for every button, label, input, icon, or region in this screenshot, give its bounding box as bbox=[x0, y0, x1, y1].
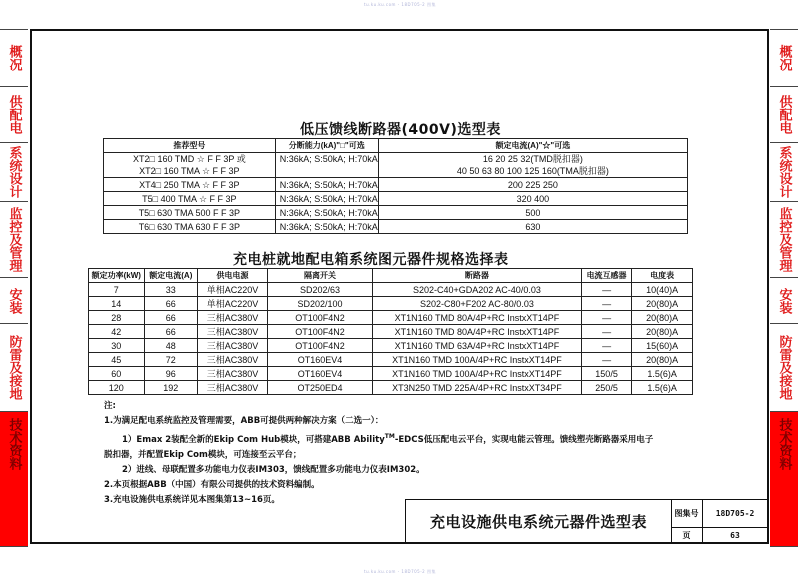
cell-meter: 15(60)A bbox=[632, 339, 693, 353]
note-1-option-1-cont: 脱扣器，并配置Ekip Com模块，可连接至云平台； bbox=[104, 449, 302, 460]
cell-supply: 三相AC380V bbox=[198, 353, 268, 367]
side-tab-lightning-grounding[interactable]: 防雷及接地 bbox=[0, 324, 28, 412]
cell-meter: 1.5(6)A bbox=[632, 381, 693, 395]
side-tab-overview[interactable]: 概况 bbox=[0, 30, 28, 87]
cell-breaker: XT1N160 TMD 80A/4P+RC InstxXT14PF bbox=[372, 325, 581, 339]
table-row bbox=[89, 339, 693, 353]
cell-rated-current: 48 bbox=[144, 339, 198, 353]
cell-model: T5□ 400 TMA ☆ F F 3P bbox=[104, 192, 276, 206]
side-tab-installation[interactable]: 安装 bbox=[0, 278, 28, 324]
header-supply: 供电电源 bbox=[198, 269, 268, 283]
cell-current: 320 400 bbox=[378, 192, 687, 206]
cell-rated-current: 33 bbox=[144, 283, 198, 297]
header-rated-current: 额定电流(A) bbox=[144, 269, 198, 283]
table-row bbox=[89, 325, 693, 339]
cell-rated-current: 192 bbox=[144, 381, 198, 395]
cell-supply: 三相AC380V bbox=[198, 339, 268, 353]
cell-capacity: N:36kA; S:50kA; H:70kA bbox=[275, 220, 378, 234]
page-label: 页 bbox=[671, 528, 703, 543]
cell-supply: 三相AC380V bbox=[198, 325, 268, 339]
header-current: 额定电流(A)"☆"可选 bbox=[378, 139, 687, 153]
cell-model: XT2□ 160 TMD ☆ F F 3P 或 XT2□ 160 TMA ☆ F F 3P bbox=[104, 153, 276, 178]
cell-ct: — bbox=[581, 311, 631, 325]
cell-rated-current: 72 bbox=[144, 353, 198, 367]
cell-supply: 三相AC380V bbox=[198, 381, 268, 395]
table-row bbox=[104, 206, 688, 220]
cell-meter: 20(80)A bbox=[632, 311, 693, 325]
cell-isolator: OT100F4N2 bbox=[268, 339, 373, 353]
cell-current: 200 225 250 bbox=[378, 178, 687, 192]
cell-power: 7 bbox=[89, 283, 145, 297]
cell-model: T5□ 630 TMA 500 F F 3P bbox=[104, 206, 276, 220]
cell-rated-current: 96 bbox=[144, 367, 198, 381]
cell-breaker: XT1N160 TMD 63A/4P+RC InstxXT14PF bbox=[372, 339, 581, 353]
cell-capacity: N:36kA; S:50kA; H:70kA bbox=[275, 192, 378, 206]
cell-power: 30 bbox=[89, 339, 145, 353]
cell-ct: 250/5 bbox=[581, 381, 631, 395]
cell-meter: 20(80)A bbox=[632, 325, 693, 339]
cell-meter: 20(80)A bbox=[632, 297, 693, 311]
cell-supply: 三相AC380V bbox=[198, 311, 268, 325]
side-tab-lightning-grounding-right[interactable]: 防雷及接地 bbox=[770, 324, 798, 412]
table-row bbox=[89, 311, 693, 325]
cell-ct: — bbox=[581, 283, 631, 297]
atlas-number-label: 图集号 bbox=[671, 500, 703, 528]
cell-supply: 三相AC380V bbox=[198, 367, 268, 381]
cell-isolator: SD202/63 bbox=[268, 283, 373, 297]
table-row bbox=[89, 353, 693, 367]
side-tab-system-design-right[interactable]: 系统设计 bbox=[770, 143, 798, 202]
cell-breaker: XT1N160 TMD 100A/4P+RC InstxXT14PF bbox=[372, 353, 581, 367]
side-nav-left bbox=[0, 29, 28, 547]
cell-capacity: N:36kA; S:50kA; H:70kA bbox=[275, 153, 378, 178]
table-row bbox=[104, 220, 688, 234]
table-header-row bbox=[89, 269, 693, 283]
cell-meter: 1.5(6)A bbox=[632, 367, 693, 381]
watermark-top: tu.ku.ku.com - 18D705-2 图集 bbox=[364, 2, 436, 7]
cell-capacity: N:36kA; S:50kA; H:70kA bbox=[275, 178, 378, 192]
cell-isolator: OT100F4N2 bbox=[268, 311, 373, 325]
cell-breaker: XT1N160 TMD 100A/4P+RC InstxXT14PF bbox=[372, 367, 581, 381]
side-tab-power-supply-right[interactable]: 供配电 bbox=[770, 87, 798, 143]
cell-meter: 10(40)A bbox=[632, 283, 693, 297]
cell-rated-current: 66 bbox=[144, 311, 198, 325]
cell-isolator: OT100F4N2 bbox=[268, 325, 373, 339]
cell-current: 630 bbox=[378, 220, 687, 234]
cell-supply: 单相AC220V bbox=[198, 283, 268, 297]
cell-ct: 150/5 bbox=[581, 367, 631, 381]
side-tab-technical-data-right[interactable]: 技术资料 bbox=[770, 412, 798, 547]
title-block bbox=[405, 499, 769, 544]
table2-title: 充电桩就地配电箱系统图元器件规格选择表 bbox=[233, 252, 509, 268]
cell-rated-current: 66 bbox=[144, 297, 198, 311]
cell-model: T6□ 630 TMA 630 F F 3P bbox=[104, 220, 276, 234]
header-ct: 电流互感器 bbox=[581, 269, 631, 283]
note-2: 2.本页根据ABB（中国）有限公司提供的技术资料编制。 bbox=[104, 479, 320, 490]
notes-heading: 注: bbox=[104, 401, 116, 411]
page-number: 63 bbox=[730, 531, 740, 540]
cell-ct: — bbox=[581, 325, 631, 339]
table-row bbox=[104, 178, 688, 192]
table-row bbox=[89, 367, 693, 381]
cell-current: 16 20 25 32(TMD脱扣器) 40 50 63 80 100 125 160(TMA脱扣器) bbox=[378, 153, 687, 178]
breaker-selection-table bbox=[103, 138, 688, 234]
cell-power: 45 bbox=[89, 353, 145, 367]
table1-title: 低压馈线断路器(400V)选型表 bbox=[300, 122, 501, 138]
cell-power: 60 bbox=[89, 367, 145, 381]
cell-isolator: OT160EV4 bbox=[268, 367, 373, 381]
header-model: 推荐型号 bbox=[104, 139, 276, 153]
header-breaker: 断路器 bbox=[372, 269, 581, 283]
cell-isolator: OT160EV4 bbox=[268, 353, 373, 367]
cell-breaker: XT3N250 TMD 225A/4P+RC InstxXT34PF bbox=[372, 381, 581, 395]
cell-power: 28 bbox=[89, 311, 145, 325]
note-1-option-2: 2）进线、母联配置多功能电力仪表IM303，馈线配置多功能电力仪表IM302。 bbox=[122, 464, 425, 475]
side-tab-monitoring-right[interactable]: 监控及管理 bbox=[770, 202, 798, 278]
table-row bbox=[104, 153, 688, 178]
cell-breaker: S202-C80+F202 AC-80/0.03 bbox=[372, 297, 581, 311]
cell-power: 14 bbox=[89, 297, 145, 311]
cell-current: 500 bbox=[378, 206, 687, 220]
side-tab-system-design[interactable]: 系统设计 bbox=[0, 143, 28, 202]
table-row bbox=[104, 192, 688, 206]
header-power: 额定功率(kW) bbox=[89, 269, 145, 283]
watermark-bottom: tu.ku.ku.com - 18D705-2 图集 bbox=[364, 569, 436, 574]
cell-meter: 20(80)A bbox=[632, 353, 693, 367]
cell-isolator: SD202/100 bbox=[268, 297, 373, 311]
table-row bbox=[89, 283, 693, 297]
note-3: 3.充电设施供电系统详见本图集第13~16页。 bbox=[104, 494, 280, 505]
side-tab-monitoring[interactable]: 监控及管理 bbox=[0, 202, 28, 278]
cell-rated-current: 66 bbox=[144, 325, 198, 339]
header-isolator: 隔离开关 bbox=[268, 269, 373, 283]
side-nav-right bbox=[770, 29, 798, 547]
cell-ct: — bbox=[581, 297, 631, 311]
cell-ct: — bbox=[581, 339, 631, 353]
cell-breaker: XT1N160 TMD 80A/4P+RC InstxXT14PF bbox=[372, 311, 581, 325]
table-header-row bbox=[104, 139, 688, 153]
side-tab-technical-data[interactable]: 技术资料 bbox=[0, 412, 28, 547]
note-1: 1.为满足配电系统监控及管理需要，ABB可提供两种解决方案（二选一）： bbox=[104, 416, 384, 426]
atlas-number-value: 18D705-2 bbox=[703, 500, 767, 528]
drawing-title: 充电设施供电系统元器件选型表 bbox=[406, 500, 672, 543]
table-row bbox=[89, 381, 693, 395]
cell-breaker: S202-C40+GDA202 AC-40/0.03 bbox=[372, 283, 581, 297]
charging-component-table bbox=[88, 268, 693, 395]
side-tab-installation-right[interactable]: 安装 bbox=[770, 278, 798, 324]
cell-isolator: OT250ED4 bbox=[268, 381, 373, 395]
cell-model: XT4□ 250 TMA ☆ F F 3P bbox=[104, 178, 276, 192]
cell-supply: 单相AC220V bbox=[198, 297, 268, 311]
cell-power: 120 bbox=[89, 381, 145, 395]
header-meter: 电度表 bbox=[632, 269, 693, 283]
table-row bbox=[89, 297, 693, 311]
cell-capacity: N:36kA; S:50kA; H:70kA bbox=[275, 206, 378, 220]
notes-section bbox=[104, 399, 664, 508]
side-tab-power-supply[interactable]: 供配电 bbox=[0, 87, 28, 143]
cell-ct: — bbox=[581, 353, 631, 367]
note-1-option-1: 1）Emax 2装配全新的Ekip Com Hub模块，可搭建ABB Ability™-EDCS低压配电云平台，实现电能云管理。馈线塑壳断路器采用电子 bbox=[122, 433, 654, 445]
header-capacity: 分断能力(kA)"□"可选 bbox=[275, 139, 378, 153]
side-tab-overview-right[interactable]: 概况 bbox=[770, 30, 798, 87]
cell-power: 42 bbox=[89, 325, 145, 339]
